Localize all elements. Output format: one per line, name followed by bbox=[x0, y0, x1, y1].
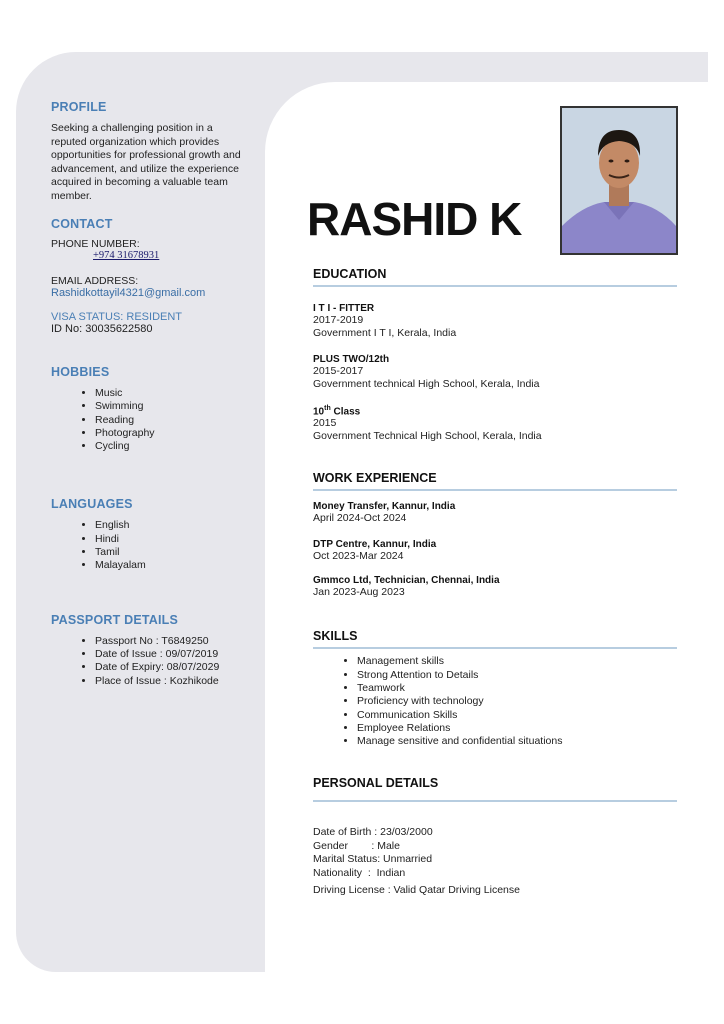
profile-heading: PROFILE bbox=[51, 100, 107, 114]
education-years: 2015 bbox=[313, 417, 337, 430]
person-name: RASHID K bbox=[307, 193, 522, 245]
list-item: • Tamil bbox=[95, 546, 251, 559]
work-entry bbox=[313, 575, 677, 599]
work-title: Gmmco Ltd, Technician, Chennai, India bbox=[313, 575, 500, 587]
person-portrait-icon bbox=[562, 108, 676, 253]
work-title: DTP Centre, Kannur, India bbox=[313, 539, 437, 551]
education-title-suffix: th bbox=[324, 405, 331, 412]
email-label: EMAIL ADDRESS: bbox=[51, 275, 139, 287]
list-item: • English bbox=[95, 519, 251, 532]
work-title: Money Transfer, Kannur, India bbox=[313, 501, 456, 513]
hobbies-list bbox=[51, 387, 251, 453]
list-item: • Swimming bbox=[95, 400, 251, 413]
education-years: 2017-2019 bbox=[313, 314, 364, 326]
profile-text: Seeking a challenging position in a reputed organization which provides opportunities for professional growth and advancement, and utilize the experience acquired in becoming a valuable team member. bbox=[51, 122, 241, 202]
list-item: • Photography bbox=[95, 427, 251, 440]
date-of-birth: Date of Birth : 23/03/2000 bbox=[313, 826, 433, 839]
nationality: Nationality : Indian bbox=[313, 866, 406, 879]
id-number: ID No: 30035622580 bbox=[51, 323, 153, 335]
list-item: • Hindi bbox=[95, 533, 251, 546]
work-dates: Jan 2023-Aug 2023 bbox=[313, 586, 405, 599]
education-years: 2015-2017 bbox=[313, 365, 364, 377]
marital-status: Marital Status: Unmarried bbox=[313, 853, 433, 866]
profile-photo bbox=[560, 106, 678, 255]
education-school: Government I T I, Kerala, India bbox=[313, 327, 457, 339]
list-item: • Music bbox=[95, 387, 251, 400]
list-item: • Cycling bbox=[95, 440, 251, 453]
education-entry bbox=[313, 303, 677, 340]
personal-heading: PERSONAL DETAILS bbox=[313, 776, 677, 802]
work-heading: WORK EXPERIENCE bbox=[313, 471, 677, 491]
list-item: • Malayalam bbox=[95, 559, 251, 572]
visa-status: VISA STATUS: RESIDENT bbox=[51, 311, 183, 323]
list-item: • Manage sensitive and confidential situations bbox=[357, 735, 677, 748]
work-dates: Oct 2023-Mar 2024 bbox=[313, 550, 404, 563]
email-address[interactable]: Rashidkottayil4321@gmail.com bbox=[51, 287, 206, 299]
gender: Gender : Male bbox=[313, 839, 400, 852]
list-item: • Place of Issue : Kozhikode bbox=[95, 675, 251, 688]
education-title-number: 10 bbox=[313, 406, 325, 418]
list-item: • Communication Skills bbox=[357, 709, 677, 722]
education-title: I T I - FITTER bbox=[313, 303, 375, 314]
list-item: • Employee Relations bbox=[357, 722, 677, 735]
skills-heading: SKILLS bbox=[313, 629, 677, 649]
education-title: PLUS TWO/12th bbox=[313, 354, 390, 365]
list-item: • Date of Expiry: 08/07/2029 bbox=[95, 661, 251, 674]
languages-heading: LANGUAGES bbox=[51, 497, 133, 512]
left-column bbox=[51, 100, 251, 688]
languages-list bbox=[51, 519, 251, 572]
work-entry bbox=[313, 539, 677, 563]
skills-list bbox=[313, 655, 677, 748]
education-school: Government technical High School, Kerala, India bbox=[313, 378, 540, 390]
phone-number[interactable]: +974 31678931 bbox=[93, 250, 160, 261]
passport-heading: PASSPORT DETAILS bbox=[51, 612, 179, 627]
driving-license: Driving License : Valid Qatar Driving License bbox=[313, 884, 520, 897]
right-column bbox=[313, 267, 677, 898]
list-item: • Management skills bbox=[357, 655, 677, 668]
passport-list bbox=[51, 635, 251, 688]
list-item: • Proficiency with technology bbox=[357, 695, 677, 708]
list-item: • Passport No : T6849250 bbox=[95, 635, 251, 648]
education-title-rest: Class bbox=[330, 406, 361, 418]
education-heading: EDUCATION bbox=[313, 267, 677, 287]
work-entry bbox=[313, 501, 677, 525]
work-dates: April 2024-Oct 2024 bbox=[313, 512, 407, 525]
personal-details bbox=[313, 826, 677, 898]
list-item: • Strong Attention to Details bbox=[357, 669, 677, 682]
list-item: • Date of Issue : 09/07/2019 bbox=[95, 648, 251, 661]
education-title bbox=[313, 405, 677, 417]
list-item: • Teamwork bbox=[357, 682, 677, 695]
education-school: Government Technical High School, Kerala, India bbox=[313, 430, 542, 443]
list-item: • Reading bbox=[95, 414, 251, 427]
hobbies-heading: HOBBIES bbox=[51, 365, 110, 379]
contact-heading: CONTACT bbox=[51, 217, 113, 231]
phone-label: PHONE NUMBER: bbox=[51, 238, 140, 250]
education-entry bbox=[313, 405, 677, 443]
education-entry bbox=[313, 354, 677, 391]
